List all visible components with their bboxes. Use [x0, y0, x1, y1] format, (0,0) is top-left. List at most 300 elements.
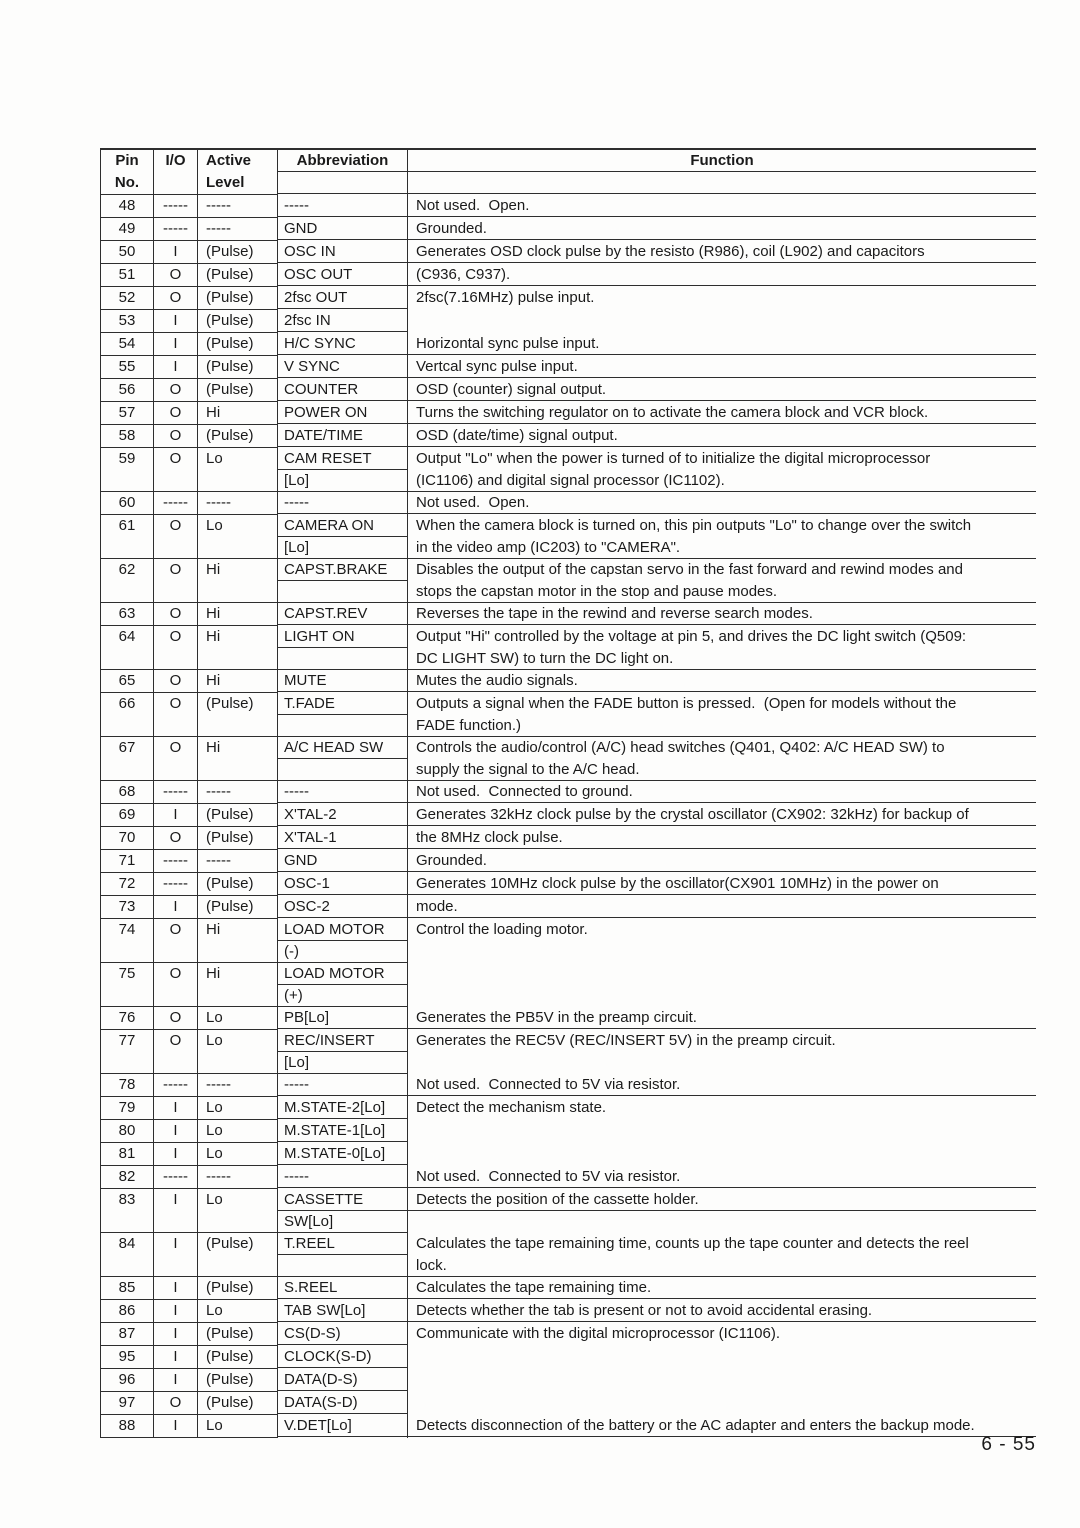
abbr-cell — [278, 850, 408, 873]
function-cell — [408, 287, 1036, 310]
function-cell — [408, 850, 1036, 873]
pin-cell: 83 — [100, 1189, 154, 1233]
table-row — [100, 218, 1036, 241]
level-cell: ----- — [198, 1166, 278, 1189]
abbr-cell — [278, 287, 408, 310]
header-line — [154, 172, 197, 194]
io-cell: O — [154, 448, 198, 492]
function-line: When the camera block is turned on, this pin outputs "Lo" to change over the switch — [416, 517, 972, 534]
abbr-line: T.REEL — [278, 1233, 407, 1255]
function-line: (C936, C937). — [408, 264, 1036, 286]
abbr-line: H/C SYNC — [278, 333, 407, 355]
level-cell: (Pulse) — [198, 1369, 278, 1392]
table-row — [100, 693, 1036, 737]
level-cell: Hi — [198, 603, 278, 626]
io-cell: O — [154, 515, 198, 559]
function-cell — [408, 1323, 1036, 1346]
abbr-cell — [278, 1007, 408, 1030]
function-cell — [408, 356, 1036, 379]
function-cell — [408, 873, 1036, 896]
function-cell — [408, 626, 1036, 670]
pin-cell: 68 — [100, 781, 154, 804]
function-line: Generates the PB5V in the preamp circuit. — [408, 1007, 1036, 1029]
function-line: Not used. Connected to ground. — [408, 781, 1036, 803]
abbr-cell — [278, 896, 408, 919]
level-cell: (Pulse) — [198, 1277, 278, 1300]
abbr-line — [278, 759, 407, 781]
function-line: Communicate with the digital microprocessor (IC1106). — [416, 1325, 781, 1342]
table-row — [100, 1007, 1036, 1030]
function-line: Not used. Connected to 5V via resistor. — [408, 1166, 1036, 1188]
pin-cell: 54 — [100, 333, 154, 356]
abbr-line: M.STATE-2[Lo] — [278, 1097, 407, 1119]
header-pin-no — [100, 150, 154, 195]
function-line: Not used. Connected to 5V via resistor. — [408, 1074, 1036, 1096]
abbr-line: X'TAL-1 — [278, 827, 407, 849]
function-line: OSD (counter) signal output. — [408, 379, 1036, 401]
abbr-line: LOAD MOTOR — [278, 919, 407, 941]
level-cell: (Pulse) — [198, 310, 278, 333]
table-row — [100, 919, 1036, 963]
pin-cell: 85 — [100, 1277, 154, 1300]
function-line: Reverses the tape in the rewind and reverse search modes. — [408, 603, 1036, 625]
header-line: No. — [114, 174, 140, 191]
table-row — [100, 264, 1036, 287]
table-row — [100, 1415, 1036, 1438]
abbr-cell — [278, 1097, 408, 1120]
io-cell: O — [154, 919, 198, 963]
function-cell — [408, 781, 1036, 804]
table-row — [100, 1277, 1036, 1300]
pin-cell: 96 — [100, 1369, 154, 1392]
level-cell: ----- — [198, 218, 278, 241]
function-cell — [408, 1415, 1036, 1438]
pin-cell: 53 — [100, 310, 154, 333]
level-cell: ----- — [198, 195, 278, 218]
table-row — [100, 195, 1036, 218]
table-row — [100, 1369, 1036, 1392]
page-number: 6 - 55 — [981, 1434, 1036, 1455]
function-cell — [408, 919, 1036, 963]
abbr-line: S.REEL — [278, 1277, 407, 1299]
level-cell: Lo — [198, 1120, 278, 1143]
function-cell — [408, 559, 1036, 603]
table-row — [100, 670, 1036, 693]
level-cell: Hi — [198, 559, 278, 603]
function-line: 2fsc(7.16MHz) pulse input. — [416, 289, 595, 306]
abbr-line: DATE/TIME — [278, 425, 407, 447]
pin-cell: 86 — [100, 1300, 154, 1323]
io-cell: ----- — [154, 492, 198, 515]
table-row — [100, 287, 1036, 310]
header-function — [408, 150, 1036, 195]
function-cell — [408, 1369, 1036, 1392]
pin-cell: 61 — [100, 515, 154, 559]
io-cell: O — [154, 603, 198, 626]
level-cell: Hi — [198, 670, 278, 693]
header-io — [154, 150, 198, 195]
level-cell: Lo — [198, 1300, 278, 1323]
abbr-line: CASSETTE — [278, 1189, 407, 1211]
abbr-cell — [278, 1300, 408, 1323]
function-cell — [408, 896, 1036, 919]
level-cell: (Pulse) — [198, 1233, 278, 1277]
io-cell: I — [154, 1233, 198, 1277]
pin-cell: 70 — [100, 827, 154, 850]
io-cell: I — [154, 1120, 198, 1143]
abbr-line: GND — [278, 850, 407, 872]
level-cell: (Pulse) — [198, 379, 278, 402]
table-row — [100, 827, 1036, 850]
pin-cell: 60 — [100, 492, 154, 515]
table-row — [100, 356, 1036, 379]
pin-cell: 82 — [100, 1166, 154, 1189]
table-row — [100, 1300, 1036, 1323]
function-cell — [408, 1189, 1036, 1233]
io-cell: O — [154, 827, 198, 850]
abbr-cell — [278, 402, 408, 425]
io-cell: I — [154, 333, 198, 356]
function-line: lock. — [408, 1255, 1036, 1277]
pin-cell: 59 — [100, 448, 154, 492]
abbr-line: CAM RESET — [278, 448, 407, 470]
function-cell — [408, 195, 1036, 218]
abbr-cell — [278, 1415, 408, 1438]
function-cell — [408, 737, 1036, 781]
function-line: Generates 32kHz clock pulse by the crystal oscillator (CX902: 32kHz) for backup of — [408, 804, 1036, 826]
abbr-cell — [278, 873, 408, 896]
abbr-line: TAB SW[Lo] — [278, 1300, 407, 1322]
abbr-cell — [278, 425, 408, 448]
function-cell — [408, 425, 1036, 448]
pin-cell: 51 — [100, 264, 154, 287]
io-cell: O — [154, 963, 198, 1007]
level-cell: ----- — [198, 492, 278, 515]
function-cell — [408, 241, 1036, 264]
abbr-line: OSC IN — [278, 241, 407, 263]
io-cell: O — [154, 1030, 198, 1074]
level-cell: Hi — [198, 919, 278, 963]
abbr-cell — [278, 1030, 408, 1074]
function-line: Not used. Open. — [408, 492, 1036, 514]
level-cell: (Pulse) — [198, 264, 278, 287]
pin-cell: 73 — [100, 896, 154, 919]
function-line: Disables the output of the capstan servo in the fast forward and rewind modes and — [416, 561, 963, 578]
abbr-line: V SYNC — [278, 356, 407, 378]
function-cell — [408, 1233, 1036, 1277]
io-cell: I — [154, 804, 198, 827]
abbr-line: V.DET[Lo] — [278, 1415, 407, 1437]
function-line: Detect the mechanism state. — [416, 1099, 607, 1116]
abbr-line: M.STATE-0[Lo] — [278, 1143, 407, 1165]
abbr-line: OSC-2 — [278, 896, 407, 918]
function-line: mode. — [408, 896, 1036, 918]
io-cell: I — [154, 1143, 198, 1166]
abbr-cell — [278, 1323, 408, 1346]
io-cell: ----- — [154, 195, 198, 218]
abbr-line: DATA(S-D) — [278, 1392, 407, 1414]
table-row — [100, 333, 1036, 356]
pin-cell: 80 — [100, 1120, 154, 1143]
abbr-line: ----- — [278, 492, 407, 514]
abbr-cell — [278, 1074, 408, 1097]
function-cell — [408, 333, 1036, 356]
function-cell — [408, 448, 1036, 492]
function-cell — [408, 402, 1036, 425]
io-cell: O — [154, 559, 198, 603]
abbr-cell — [278, 264, 408, 287]
abbr-line: CAMERA ON — [278, 515, 407, 537]
pin-cell: 66 — [100, 693, 154, 737]
level-cell: Hi — [198, 737, 278, 781]
abbr-line: X'TAL-2 — [278, 804, 407, 826]
abbr-line: LOAD MOTOR — [278, 963, 407, 985]
header-line — [278, 172, 407, 194]
function-line: in the video amp (IC203) to "CAMERA". — [408, 537, 1036, 559]
io-cell: I — [154, 896, 198, 919]
abbr-cell — [278, 515, 408, 559]
abbr-line: CLOCK(S-D) — [278, 1346, 407, 1368]
header-line — [408, 172, 1036, 194]
level-cell: (Pulse) — [198, 693, 278, 737]
pin-cell: 63 — [100, 603, 154, 626]
table-row — [100, 1120, 1036, 1143]
table-row — [100, 1143, 1036, 1166]
function-line: Calculates the tape remaining time, counts up the tape counter and detects the reel — [416, 1235, 969, 1252]
function-cell — [408, 1392, 1036, 1415]
table-row — [100, 1030, 1036, 1074]
pin-cell: 55 — [100, 356, 154, 379]
pin-cell: 57 — [100, 402, 154, 425]
function-line: Not used. Open. — [408, 195, 1036, 217]
abbr-line: ----- — [278, 1074, 407, 1096]
abbr-line: MUTE — [278, 670, 407, 692]
pin-function-table — [100, 148, 1036, 1438]
abbr-cell — [278, 603, 408, 626]
io-cell: O — [154, 670, 198, 693]
abbr-cell — [278, 195, 408, 218]
abbr-line — [278, 648, 407, 670]
pin-cell: 56 — [100, 379, 154, 402]
level-cell: (Pulse) — [198, 1323, 278, 1346]
abbr-cell — [278, 670, 408, 693]
pin-cell: 49 — [100, 218, 154, 241]
function-cell — [408, 693, 1036, 737]
table-row — [100, 310, 1036, 333]
level-cell: (Pulse) — [198, 1346, 278, 1369]
abbr-cell — [278, 781, 408, 804]
level-cell: Hi — [198, 963, 278, 1007]
pin-cell: 84 — [100, 1233, 154, 1277]
function-line: Calculates the tape remaining time. — [408, 1277, 1036, 1299]
abbr-line: PB[Lo] — [278, 1007, 407, 1029]
function-line: Detects the position of the cassette holder. — [408, 1189, 1036, 1211]
io-cell: O — [154, 1392, 198, 1415]
level-cell: Lo — [198, 1143, 278, 1166]
function-line: Output "Lo" when the power is turned of to initialize the digital microprocessor — [416, 450, 931, 467]
abbr-cell — [278, 1392, 408, 1415]
abbr-line — [278, 715, 407, 737]
pin-cell: 97 — [100, 1392, 154, 1415]
level-cell: ----- — [198, 1074, 278, 1097]
abbr-line: [Lo] — [278, 470, 407, 492]
abbr-cell — [278, 1189, 408, 1233]
header-line: Function — [408, 150, 1036, 172]
table-row — [100, 1074, 1036, 1097]
level-cell: Lo — [198, 448, 278, 492]
function-cell — [408, 1074, 1036, 1097]
io-cell: O — [154, 626, 198, 670]
table-row — [100, 1323, 1036, 1346]
abbr-line: T.FADE — [278, 693, 407, 715]
abbr-cell — [278, 1346, 408, 1369]
abbr-line: (-) — [278, 941, 407, 963]
abbr-cell — [278, 218, 408, 241]
pin-cell: 62 — [100, 559, 154, 603]
pin-cell: 77 — [100, 1030, 154, 1074]
io-cell: O — [154, 264, 198, 287]
io-cell: O — [154, 1007, 198, 1030]
function-cell — [408, 218, 1036, 241]
table-header-row — [100, 150, 1036, 195]
io-cell: ----- — [154, 1166, 198, 1189]
abbr-line: REC/INSERT — [278, 1030, 407, 1052]
pin-cell: 52 — [100, 287, 154, 310]
abbr-line: POWER ON — [278, 402, 407, 424]
header-line: I/O — [165, 152, 186, 169]
function-cell — [408, 379, 1036, 402]
level-cell: Lo — [198, 515, 278, 559]
function-cell — [408, 1143, 1036, 1166]
abbr-line: [Lo] — [278, 1052, 407, 1074]
pin-cell: 87 — [100, 1323, 154, 1346]
abbr-line: OSC OUT — [278, 264, 407, 286]
abbr-cell — [278, 448, 408, 492]
function-cell — [408, 1166, 1036, 1189]
level-cell: Lo — [198, 1097, 278, 1120]
table-row — [100, 873, 1036, 896]
io-cell: ----- — [154, 218, 198, 241]
level-cell: (Pulse) — [198, 896, 278, 919]
function-line: Grounded. — [408, 850, 1036, 872]
table-row — [100, 402, 1036, 425]
table-row — [100, 425, 1036, 448]
abbr-cell — [278, 1120, 408, 1143]
io-cell: ----- — [154, 850, 198, 873]
function-cell — [408, 1300, 1036, 1323]
table-row — [100, 804, 1036, 827]
abbr-line: 2fsc IN — [278, 310, 407, 332]
header-line: Pin — [115, 152, 139, 169]
function-line: OSD (date/time) signal output. — [408, 425, 1036, 447]
abbr-line: COUNTER — [278, 379, 407, 401]
abbr-cell — [278, 310, 408, 333]
abbr-cell — [278, 737, 408, 781]
io-cell: I — [154, 1189, 198, 1233]
io-cell: I — [154, 1323, 198, 1346]
pin-cell: 58 — [100, 425, 154, 448]
function-cell — [408, 515, 1036, 559]
abbr-cell — [278, 1143, 408, 1166]
level-cell: (Pulse) — [198, 356, 278, 379]
header-line: Level — [206, 174, 245, 191]
abbr-cell — [278, 919, 408, 963]
abbr-line: SW[Lo] — [278, 1211, 407, 1233]
function-line: Detects whether the tab is present or not to avoid accidental erasing. — [408, 1300, 1036, 1322]
function-line: FADE function.) — [408, 715, 1036, 737]
abbr-cell — [278, 1369, 408, 1392]
pin-cell: 81 — [100, 1143, 154, 1166]
pin-cell: 75 — [100, 963, 154, 1007]
abbr-cell — [278, 356, 408, 379]
table-row — [100, 1097, 1036, 1120]
function-line: Horizontal sync pulse input. — [408, 333, 1036, 355]
abbr-cell — [278, 492, 408, 515]
abbr-cell — [278, 827, 408, 850]
function-cell — [408, 1120, 1036, 1143]
pin-cell: 78 — [100, 1074, 154, 1097]
abbr-line: LIGHT ON — [278, 626, 407, 648]
io-cell: O — [154, 693, 198, 737]
io-cell: I — [154, 310, 198, 333]
function-cell — [408, 804, 1036, 827]
abbr-line: A/C HEAD SW — [278, 737, 407, 759]
function-cell — [408, 1346, 1036, 1369]
function-cell — [408, 670, 1036, 693]
abbr-cell — [278, 241, 408, 264]
level-cell: Lo — [198, 1007, 278, 1030]
abbr-line: [Lo] — [278, 537, 407, 559]
abbr-cell — [278, 1233, 408, 1277]
level-cell: ----- — [198, 850, 278, 873]
table-row — [100, 1346, 1036, 1369]
abbr-line: CAPST.REV — [278, 603, 407, 625]
table-row — [100, 781, 1036, 804]
function-cell — [408, 827, 1036, 850]
abbr-line: 2fsc OUT — [278, 287, 407, 309]
level-cell: (Pulse) — [198, 1392, 278, 1415]
level-cell: Lo — [198, 1189, 278, 1233]
function-line: Controls the audio/control (A/C) head switches (Q401, Q402: A/C HEAD SW) to — [416, 739, 945, 756]
abbr-line: CS(D-S) — [278, 1323, 407, 1345]
function-cell — [408, 1030, 1036, 1074]
table-row — [100, 448, 1036, 492]
function-cell — [408, 963, 1036, 1007]
level-cell: (Pulse) — [198, 425, 278, 448]
level-cell: (Pulse) — [198, 873, 278, 896]
abbr-line: ----- — [278, 781, 407, 803]
pin-cell: 50 — [100, 241, 154, 264]
io-cell: I — [154, 1415, 198, 1438]
function-line: Grounded. — [408, 218, 1036, 240]
level-cell: ----- — [198, 781, 278, 804]
table-row — [100, 603, 1036, 626]
function-line: Generates 10MHz clock pulse by the oscillator(CX901 10MHz) in the power on — [408, 873, 1036, 895]
io-cell: I — [154, 1097, 198, 1120]
abbr-line: OSC-1 — [278, 873, 407, 895]
abbr-cell — [278, 1166, 408, 1189]
function-line: supply the signal to the A/C head. — [408, 759, 1036, 781]
function-line: Turns the switching regulator on to activate the camera block and VCR block. — [408, 402, 1036, 424]
function-line: the 8MHz clock pulse. — [408, 827, 1036, 849]
io-cell: O — [154, 287, 198, 310]
function-cell — [408, 1007, 1036, 1030]
abbr-cell — [278, 626, 408, 670]
pin-cell: 69 — [100, 804, 154, 827]
table-row — [100, 241, 1036, 264]
io-cell: I — [154, 1346, 198, 1369]
abbr-line: CAPST.BRAKE — [278, 559, 407, 581]
